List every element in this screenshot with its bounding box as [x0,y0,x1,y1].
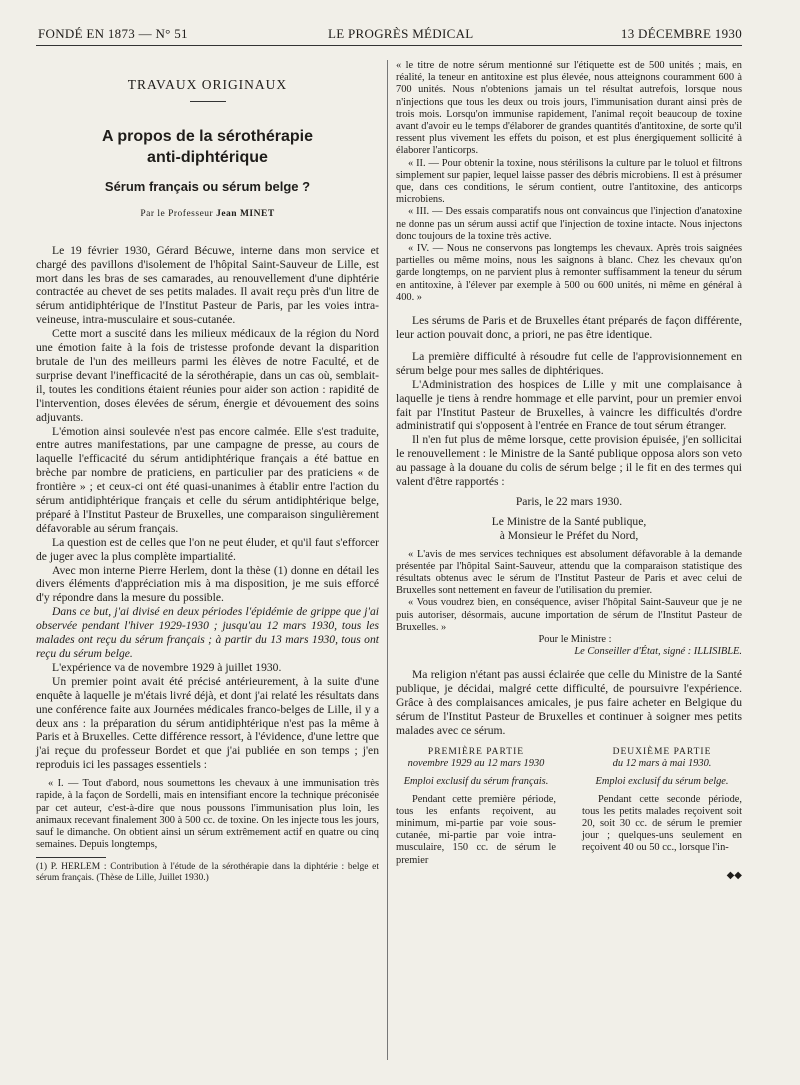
letter-body [396,549,742,659]
column-divider [387,60,388,1060]
part-one-dates: novembre 1929 au 12 mars 1930 [407,758,545,770]
quotation-continued [396,60,742,304]
footnote-rule [36,857,106,858]
article-subtitle: Sérum français ou sérum belge ? [104,178,311,194]
paragraph: Les sérums de Paris et de Bruxelles étant préparés de façon différente, leur action pouvait donc, a priori, ne pas être identique. [396,314,742,341]
letter-sign-2: Le Conseiller d'État, signé : ILLISIBLE. [574,646,742,658]
quotation [36,778,379,851]
paragraph: La première difficulté à résoudre fut celle de l'approvisionnement en sérum belge pour mes salles de diphtériques. [396,349,742,377]
part-one-emploi: Emploi exclusif du sérum français. [403,776,549,788]
page-header [38,26,742,46]
header-rule [36,45,742,46]
right-column [396,60,742,883]
part-one-heading: PREMIÈRE PARTIE [427,747,525,758]
paragraph-italic: Dans ce but, j'ai divisé en deux périodes l'épidémie de grippe que j'ai observée pendant l'hiver 1929-1930 ; jusqu'au 12 mars 1930, tous les malades ont reçu du sérum français ; à partir du 13 mars 1930, tous ont reçu du sérum belge. [36,605,379,660]
quote-paragraph: « I. — Tout d'abord, nous soumettons les chevaux à une immunisation très rapide, à la façon de Sordelli, mais en intensifiant encore la technique préconisée par cet auteur, c'est-à-dire que nous poussons l'immunisation plus loin, les animaux recevant finalement 300 à 500 cc. de toxine. On les injecte tous les jours, sauf le dimanche. On obtient ainsi un sérum extrêmement actif en quatre ou cinq semaines. Depuis longtemps, [36,778,379,851]
byline-author: Jean MINET [216,208,275,219]
letter-to: à Monsieur le Préfet du Nord, [499,528,639,542]
part-two-heading: DEUXIÈME PARTIE [612,747,712,758]
article-title [36,126,379,168]
paragraph: Cette mort a suscité dans les milieux médicaux de la région du Nord une émotion faite à la fois de tristesse profonde devant la disparition brutale de l'un des meilleurs parmi les élèves de notre Faculté, et de surprise devant l'inefficacité de la sérothérapie, dans un cas où, semblait-il, toutes les conditions étaient réunies pour aider son action : rapidité de l'intervention, doses élevées de sérum, énergie et dévouement des soins adjuvants. [36,327,379,424]
header-founded: FONDÉ EN 1873 — N° 51 [38,26,188,41]
quote-paragraph: « II. — Pour obtenir la toxine, nous stérilisons la culture par le toluol et filtrons simplement sur papier, lequel laisse passer des débris microbiens. Il est à présumer que, dans ces conditions, le sérum contient, outre l'antitoxine, des anticorps microbiens. [396,157,742,206]
section-rule [190,101,226,102]
part-one-text: Pendant cette première période, tous les enfants reçoivent, au minimum, mi-partie par voie sous-cutanée, mi-partie par voie intra-musculaire, 150 cc. de sérum le premier [396,793,556,866]
section-heading: TRAVAUX ORIGINAUX [127,77,288,92]
byline-prefix: Par le Professeur [140,208,217,219]
left-column [36,60,379,884]
article-title-line2: anti-diphtérique [147,148,268,166]
paragraph: Le 19 février 1930, Gérard Bécuwe, interne dans mon service et chargé des pavillons d'isolement de l'hôpital Saint-Sauveur de Lille, est mort dans les bras de ses camarades, au renouvellement d'une diphtérie contractée au chevet de ses petits malades. Il avait reçu près d'un litre de sérum antidiphtérique de l'Institut Pasteur de Paris, par les voies intra-veineuse, intra-musculaire et sous-cutanée. [36,243,379,327]
paragraph: L'Administration des hospices de Lille y mit une complaisance à laquelle je tiens à rendre hommage et elle parvint, pour un premier envoi fait par l'Institut Pasteur de Bruxelles, à vaincre les difficultés d'ordre administratif qui s'opposent à l'entrée en France de tout sérum étranger. [396,377,742,433]
part-one [396,746,556,867]
byline [36,208,379,222]
paragraph: Ma religion n'étant pas aussi éclairée que celle du Ministre de la Santé publique, je décidai, malgré cette difficulté, de poursuivre l'expérience. Grâce à des complaisances amicales, je pus faire acheter en Belgique du sérum de l'Institut Pasteur de Bruxelles et continuer à soigner mes petits malades avec ce sérum. [396,668,742,738]
quote-paragraph: « le titre de notre sérum mentionné sur l'étiquette est de 500 unités ; mais, en réalité, la teneur en antitoxine est plus élevée, nous atteignons couramment 600 à 700 unités. Nous n'obtenions jamais un tel résultat autrefois, lorsque nous n'injections que tous les deux ou trois jours, l'immunisation durant ainsi près de trois mois. Lorsqu'on immunise rapidement, l'animal reçoit beaucoup de toxine avant d'avoir eu le temps d'élaborer de grandes quantités d'antitoxine, de sorte qu'il ressent plus vivement les effets du poison, et est plus énergiquement sollicité à élaborer l'anticorps. [396,60,742,157]
quote-paragraph: « IV. — Nous ne conservons pas longtemps les chevaux. Après trois saignées partielles ou même moins, nous les saignons à blanc. Chez les chevaux qu'on garde longtemps, on ne parvient plus à remonter suffisamment la teneur du sérum en antitoxine, à l'élever par exemple à 500 ou 600 unités, ni même en général à 400. » [396,243,742,303]
paragraph: L'émotion ainsi soulevée n'est pas encore calmée. Elle s'est traduite, entre autres manifestations, par une campagne de presse, au cours de laquelle l'efficacité du sérum antidiphtérique français a été battue en brèche par nombre de praticiens, en particulier par des praticiens « de frontière » ; et ceux-ci ont été quasi-unanimes à établir entre l'action du sérum antidiphtérique français et celle du sérum antidiphtérique belge, préparé à l'Institut Pasteur de Bruxelles, une comparaison singulièrement défavorable au sérum français. [36,424,379,535]
part-two-dates: du 12 mars à mai 1930. [612,758,712,770]
two-parts-block [396,746,742,867]
letter-date: Paris, le 22 mars 1930. [515,494,623,508]
end-ornament: ◆◆ [726,869,742,881]
letter-paragraph: « L'avis de mes services techniques est absolument défavorable à la demande présentée par l'hôpital Saint-Sauveur, attendu que la comparaison statistique des résultats obtenus avec le sérum de l'Institut Pasteur de Paris et avec celui de Bruxelles sont nettement en faveur de l'utilisation du premier. [396,548,742,597]
paragraph: Il n'en fut plus de même lorsque, cette provision épuisée, j'en sollicitai le renouvellement : le Ministre de la Santé publique opposa alors son veto au passage à la douane du colis de sérum belge ; il le fit en des termes qui valent d'être rapportés : [396,433,742,489]
letter-paragraph: « Vous voudrez bien, en conséquence, aviser l'hôpital Saint-Sauveur que je ne puis autoriser, désormais, aucune importation de sérum de l'Institut Pasteur de Bruxelles. » [396,597,742,633]
quote-paragraph: « III. — Des essais comparatifs nous ont convaincus que l'injection d'anatoxine ne donne pas un sérum aussi actif que l'injection de toxine intacte. Nous injectons donc toujours de la toxine très active. [396,206,742,242]
paragraph: La question est de celles que l'on ne peut éluder, et qu'il faut s'efforcer de juger avec la plus complète impartialité. [36,535,379,563]
header-journal-title: LE PROGRÈS MÉDICAL [328,26,474,41]
article-title-line1: A propos de la sérothérapie [101,127,313,145]
footnote: (1) P. HERLEM : Contribution à l'étude de la sérothérapie dans la diphtérie : belge et sérum français. (Thèse de Lille, Juillet 1930.) [36,862,379,884]
part-two [582,746,742,867]
letter-from: Le Ministre de la Santé publique, [491,514,647,528]
part-two-emploi: Emploi exclusif du sérum belge. [595,776,729,788]
paragraph: Un premier point avait été précisé antérieurement, à la suite d'une enquête à laquelle je m'étais livré déjà, et dont j'ai relaté les résultats dans une conférence faite aux Journées médicales franco-belges de Lille, il y a deux ans : la préparation du sérum antidiphtérique n'est pas la même à Paris et à Bruxelles. Cette différence ressort, à l'évidence, d'une lettre que j'ai reçue du professeur Bordet et que j'ai publiée en son temps ; j'en reproduis ici les passages essentiels : [36,674,379,772]
letter-sign-1: Pour le Ministre : [538,634,612,646]
part-two-text: Pendant cette seconde période, tous les petits malades reçoivent soit 20, soit 30 cc. de sérum le premier jour ; quelques-uns seulement en reçoivent 40 ou 50 cc., lorsque l'in- [582,793,742,854]
header-date: 13 DÉCEMBRE 1930 [620,26,742,41]
paragraph: L'expérience va de novembre 1929 à juillet 1930. [52,660,282,674]
paragraph: Avec mon interne Pierre Herlem, dont la thèse (1) donne en détail les divers éléments d'appréciation mis à ma disposition, je me suis efforcé d'y répondre dans la mesure du possible. [36,563,379,605]
